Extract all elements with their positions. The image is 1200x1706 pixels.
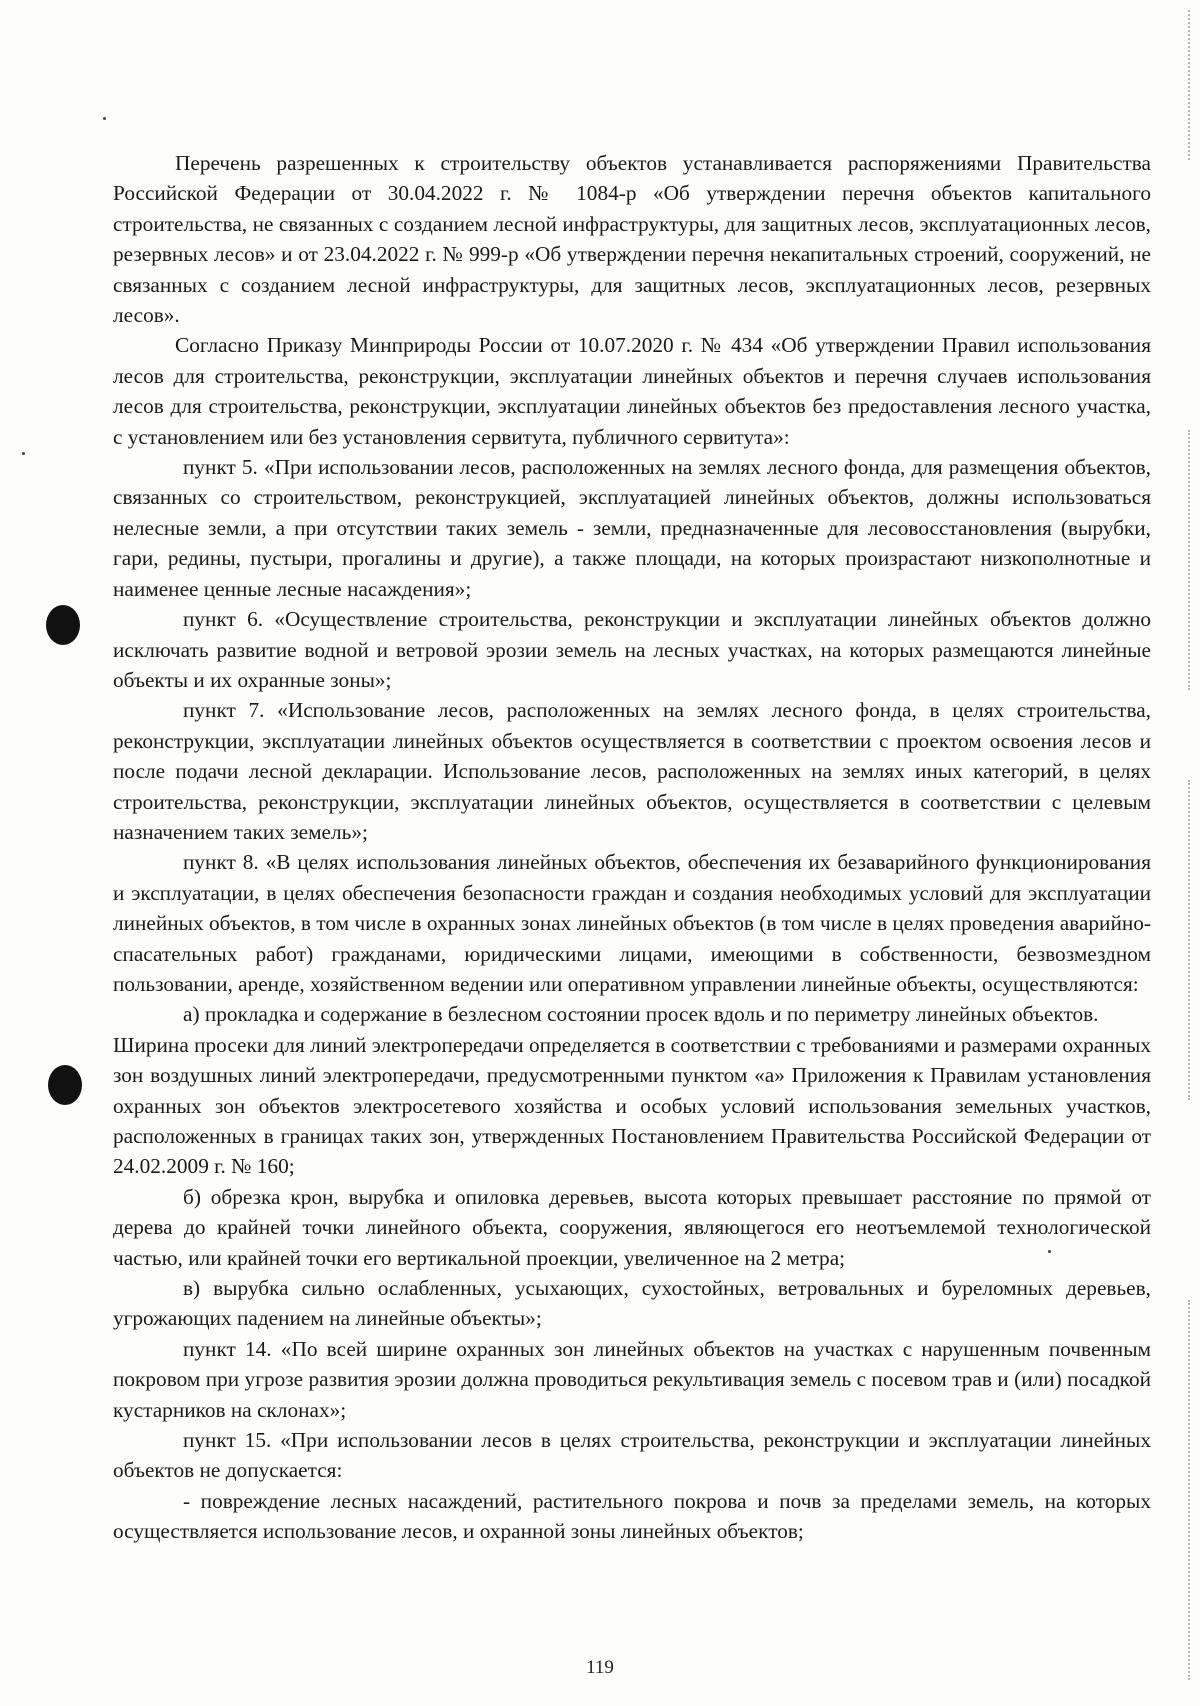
paragraph-item-8c: в) вырубка сильно ослабленных, усыхающих, сухостойных, ветровальных и буреломных деревьев, угрожающих падением на линейные объекты»; xyxy=(113,1276,1151,1331)
paragraph-item-15-bullet: - повреждение лесных насаждений, растительного покрова и почв за пределами земель, на которых осуществляется использование лесов, и охранной зоны линейных объектов; xyxy=(113,1488,1151,1544)
scan-edge-artifact xyxy=(1188,430,1194,690)
paragraph-item-5: пункт 5. «При использовании лесов, расположенных на землях лесного фонда, для размещения объектов, связанных со строительством, реконструкцией, эксплуатацией линейных объектов, должны использоваться нелесные земли, а при отсутствии таких земель - земли, предназначенные для лесовосстановления (вырубки, гари, редины, пустыри, прогалины и другие), а также площади, на которых произрастают низкополнотные и наименее ценные лесные насаждения»; xyxy=(113,455,1151,601)
scan-speck xyxy=(1048,1250,1051,1253)
paragraph-item-6: пункт 6. «Осуществление строительства, реконструкции и эксплуатации линейных объектов должно исключать развитие водной и ветровой эрозии земель на лесных участках, на которых размещаются линейные объекты и их охранные зоны»; xyxy=(113,607,1151,692)
paragraph-item-8a: а) прокладка и содержание в безлесном состоянии просек вдоль и по периметру линейных объектов. xyxy=(183,1002,1099,1027)
paragraph-item-8: пункт 8. «В целях использования линейных объектов, обеспечения их безаварийного функционирования и эксплуатации, в целях обеспечения безопасности граждан и создания необходимых условий для эксплуатации линейных объектов, в том числе в охранных зонах линейных объектов (в том числе в целях проведения аварийно-спасательных работ) гражданами, юридическими лицами, имеющими в собственности, безвозмездном пользовании, аренде, хозяйственном ведении или оперативном управлении линейные объекты, осуществляются: xyxy=(113,850,1151,996)
paragraph-intro: Перечень разрешенных к строительству объектов устанавливается распоряжениями Правительства Российской Федерации от 30.04.2022 г. № 1084-р «Об утверждении перечня объектов капитального строительства, не связанных с созданием лесной инфраструктуры, для защитных лесов, эксплуатационных лесов, резервных лесов» и от 23.04.2022 г. № 999-р «Об утверждении перечня некапитальных строений, сооружений, не связанных с созданием лесной инфраструктуры, для защитных лесов, эксплуатационных лесов, резервных лесов». xyxy=(113,151,1151,328)
scan-edge-artifact xyxy=(1188,780,1194,1100)
paragraph-order-434: Согласно Приказу Минприроды России от 10.07.2020 г. № 434 «Об утверждении Правил использования лесов для строительства, реконструкции, эксплуатации линейных объектов и перечня случаев использования лесов для строительства, реконструкции, эксплуатации линейных объектов без предоставления лесного участка, с установлением или без установления сервитута, публичного сервитута»: xyxy=(113,333,1151,449)
document-body xyxy=(113,148,1151,1547)
paragraph-item-8b: б) обрезка крон, вырубка и опиловка деревьев, высота которых превышает расстояние по прямой от дерева до крайней точки линейного объекта, сооружения, являющегося его неотъемлемой технологической частью, или крайней точки его вертикальной проекции, увеличенное на 2 метра; xyxy=(113,1184,1151,1270)
scan-edge-artifact xyxy=(1188,10,1194,160)
scan-speck xyxy=(103,117,106,120)
scan-speck xyxy=(22,452,25,455)
scan-edge-artifact xyxy=(1188,1300,1194,1680)
page-number: 119 xyxy=(586,1657,614,1678)
paragraph-item-14: пункт 14. «По всей ширине охранных зон линейных объектов на участках с нарушенным почвенным покровом при угрозе развития эрозии должна проводиться рекультивация земель с посевом трав и (или) посадкой кустарников на склонах»; xyxy=(113,1336,1151,1422)
punch-hole-mark xyxy=(48,1065,82,1105)
paragraph-item-7: пункт 7. «Использование лесов, расположенных на землях лесного фонда, в целях строительства, реконструкции, эксплуатации линейных объектов осуществляется в соответствии с проектом освоения лесов и после подачи лесной декларации. Использование лесов, расположенных на землях иных категорий, в целях строительства, реконструкции, эксплуатации линейных объектов, осуществляется в соответствии с целевым назначением таких земель»; xyxy=(113,698,1151,844)
punch-hole-mark xyxy=(46,605,80,645)
paragraph-clearing-width: Ширина просеки для линий электропередачи определяется в соответствии с требованиями и размерами охранных зон воздушных линий электропередачи, предусмотренными пунктом «а» Приложения к Правилам установления охранных зон объектов электросетевого хозяйства и особых условий использования земельных участков, расположенных в границах таких зон, утвержденных Постановлением Правительства Российской Федерации от 24.02.2009 г. № 160; xyxy=(113,1032,1151,1179)
paragraph-item-15: пункт 15. «При использовании лесов в целях строительства, реконструкции и эксплуатации линейных объектов не допускается: xyxy=(113,1428,1151,1483)
